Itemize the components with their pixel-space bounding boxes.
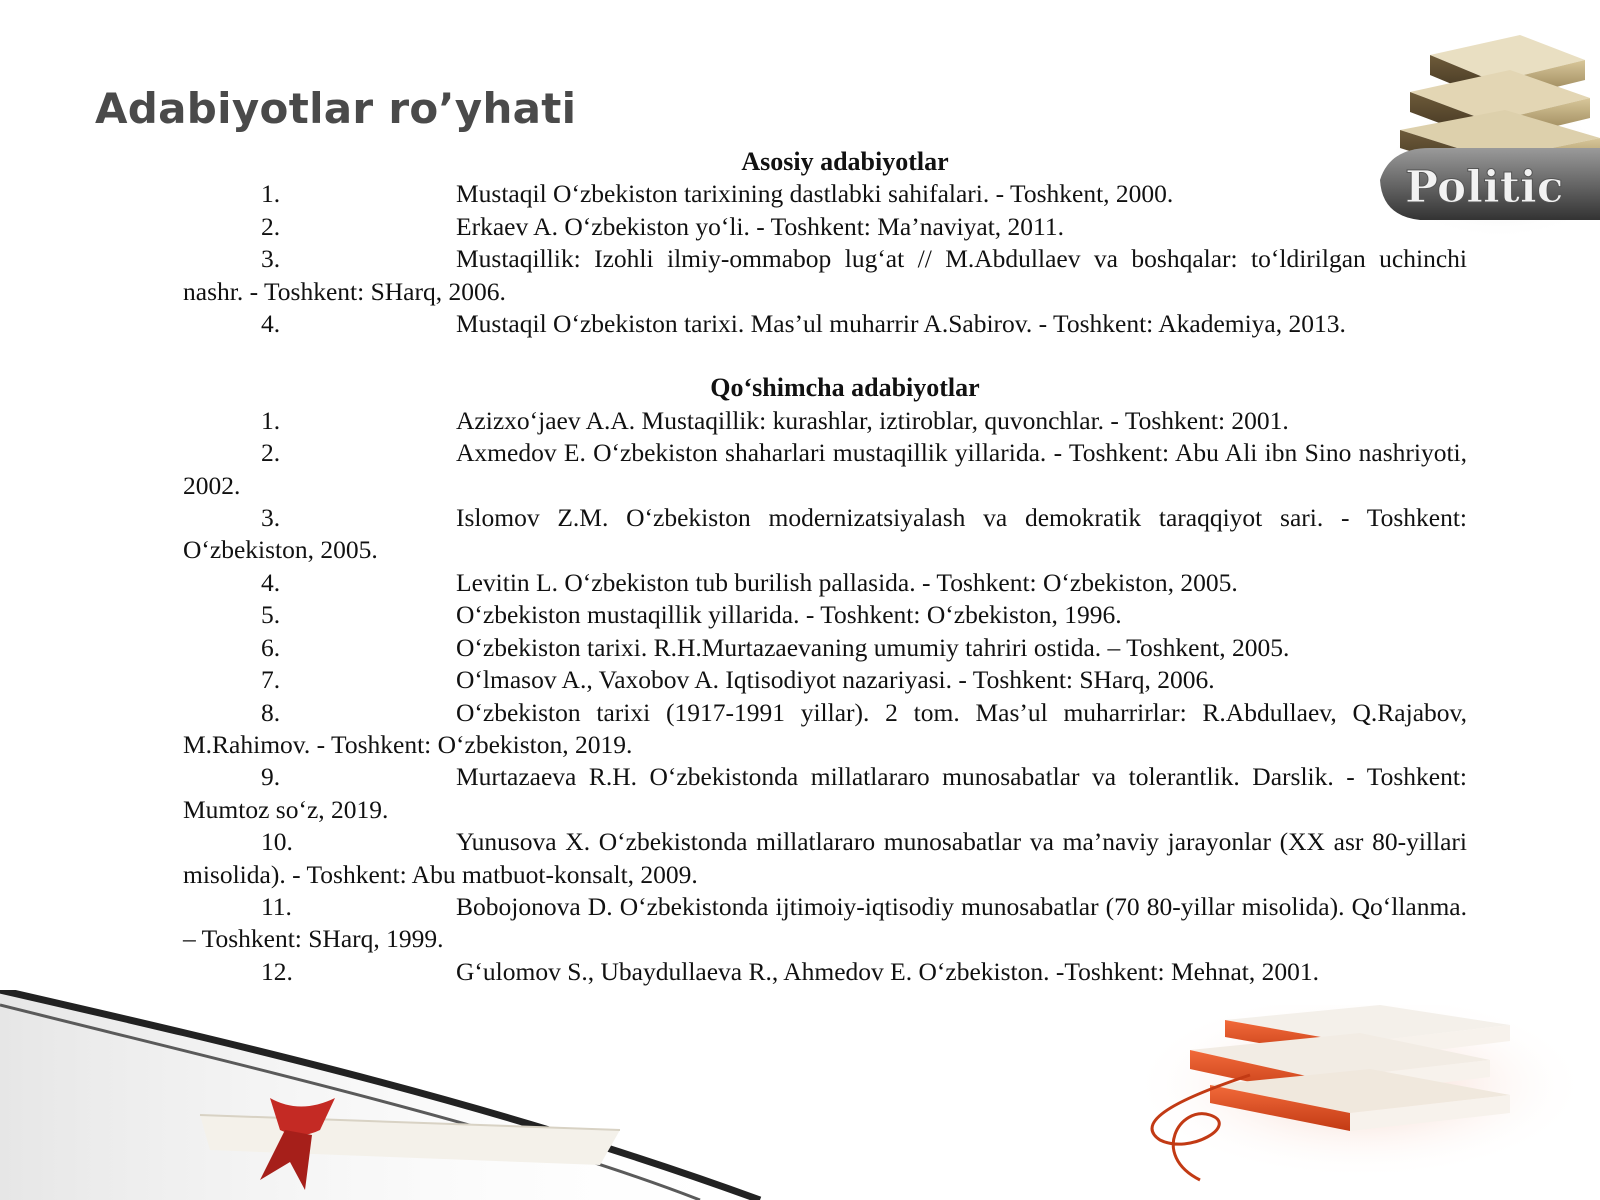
list-item-text: Bobojonova D. O‘zbekistonda ijtimoiy-iqtisodiy munosabatlar (70 80-yillar misolida). Qo‘llanma. – Toshkent: SHarq, 1999.	[183, 891, 1467, 954]
entry-list	[183, 405, 1467, 988]
list-item	[183, 891, 1467, 956]
list-item	[183, 826, 1467, 891]
list-item-number: 10.	[261, 827, 293, 857]
red-books-icon	[1130, 1005, 1600, 1200]
list-item-number: 1.	[261, 179, 281, 209]
list-item-text: Murtazaeva R.H. O‘zbekistonda millatlararo munosabatlar va tolerantlik. Darslik. - Toshkent: Mumtoz so‘z, 2019.	[183, 762, 1467, 824]
list-item-number: 4.	[261, 567, 281, 597]
list-item	[183, 664, 1467, 696]
list-item-number: 5.	[261, 600, 281, 630]
list-item	[183, 567, 1467, 599]
list-item-text: O‘zbekiston tarixi (1917-1991 yillar). 2 tom. Mas’ul muharrirlar: R.Abdullaev, Q.Rajabov, M.Rahimov. - Toshkent: O‘zbekiston, 2019.	[183, 697, 1467, 759]
list-item-text: G‘ulomov S., Ubaydullaeva R., Ahmedov E. O‘zbekiston. -Toshkent: Mehnat, 2001.	[456, 956, 1319, 986]
list-item-number: 8.	[261, 697, 281, 727]
list-item-text: Axmedov E. O‘zbekiston shaharlari mustaqillik yillarida. - Toshkent: Abu Ali ibn Sino nashriyoti, 2002.	[183, 438, 1467, 500]
list-item-text: O‘zbekiston tarixi. R.H.Murtazaevaning umumiy tahriri ostida. – Toshkent, 2005.	[456, 632, 1290, 662]
diploma-swoosh-icon	[0, 990, 1000, 1200]
entry-list	[183, 178, 1467, 340]
list-item-number: 3.	[261, 244, 281, 274]
list-item-text: Islomov Z.M. O‘zbekiston modernizatsiyalash va demokratik taraqqiyot sari. - Toshkent: O‘zbekiston, 2005.	[183, 503, 1467, 565]
list-item-number: 12.	[261, 956, 293, 986]
list-item-text: Mustaqillik: Izohli ilmiy-ommabop lug‘at // M.Abdullaev va boshqalar: to‘ldirilgan uchinchi nashr. - Toshkent: SHarq, 2006.	[183, 244, 1467, 306]
list-item-number: 11.	[261, 891, 292, 921]
list-item-text: Yunusova X. O‘zbekistonda millatlararo munosabatlar va ma’naviy jarayonlar (XX asr 80-yillari misolida). - Toshkent: Abu matbuot-konsalt, 2009.	[183, 827, 1467, 889]
section-heading: Qo‘shimcha adabiyotlar	[710, 373, 980, 403]
list-item-number: 2.	[261, 438, 281, 468]
list-item	[183, 211, 1467, 243]
list-item-number: 6.	[261, 632, 281, 662]
list-item-text: Levitin L. O‘zbekiston tub burilish pallasida. - Toshkent: O‘zbekiston, 2005.	[456, 567, 1238, 597]
list-item	[183, 308, 1467, 340]
section-additional	[183, 372, 1467, 988]
list-item	[183, 761, 1467, 826]
list-item-text: Mustaqil O‘zbekiston tarixi. Mas’ul muharrir A.Sabirov. - Toshkent: Akademiya, 2013.	[456, 309, 1346, 339]
section-heading: Asosiy adabiyotlar	[741, 147, 949, 176]
list-item	[183, 956, 1467, 988]
list-item-number: 2.	[261, 211, 281, 241]
list-item-number: 7.	[261, 665, 281, 695]
section-gap	[183, 340, 1467, 372]
books-stack-icon	[1370, 30, 1600, 235]
list-item	[183, 437, 1467, 502]
list-item-text: Azizxo‘jaev A.A. Mustaqillik: kurashlar, iztiroblar, quvonchlar. - Toshkent: 2001.	[456, 405, 1289, 435]
list-item-text: Mustaqil O‘zbekiston tarixining dastlabki sahifalari. - Toshkent, 2000.	[456, 179, 1174, 209]
politic-logo-text: Politic	[1405, 162, 1564, 213]
list-item-number: 9.	[261, 762, 281, 792]
list-item	[183, 697, 1467, 762]
list-item-text: O‘zbekiston mustaqillik yillarida. - Toshkent: O‘zbekiston, 1996.	[456, 600, 1122, 630]
list-item	[183, 178, 1467, 210]
section-main	[183, 146, 1467, 340]
list-item	[183, 243, 1467, 308]
bibliography	[183, 146, 1467, 988]
list-item-text: O‘lmasov A., Vaxobov A. Iqtisodiyot nazariyasi. - Toshkent: SHarq, 2006.	[456, 665, 1215, 695]
list-item-number: 4.	[261, 309, 281, 339]
list-item	[183, 405, 1467, 437]
list-item-number: 1.	[261, 405, 281, 435]
list-item-number: 3.	[261, 503, 281, 533]
list-item	[183, 502, 1467, 567]
list-item-text: Erkaev A. O‘zbekiston yo‘li. - Toshkent: Ma’naviyat, 2011.	[456, 211, 1064, 241]
list-item	[183, 599, 1467, 631]
slide-title: Adabiyotlar ro’yhati	[95, 84, 577, 133]
list-item	[183, 632, 1467, 664]
